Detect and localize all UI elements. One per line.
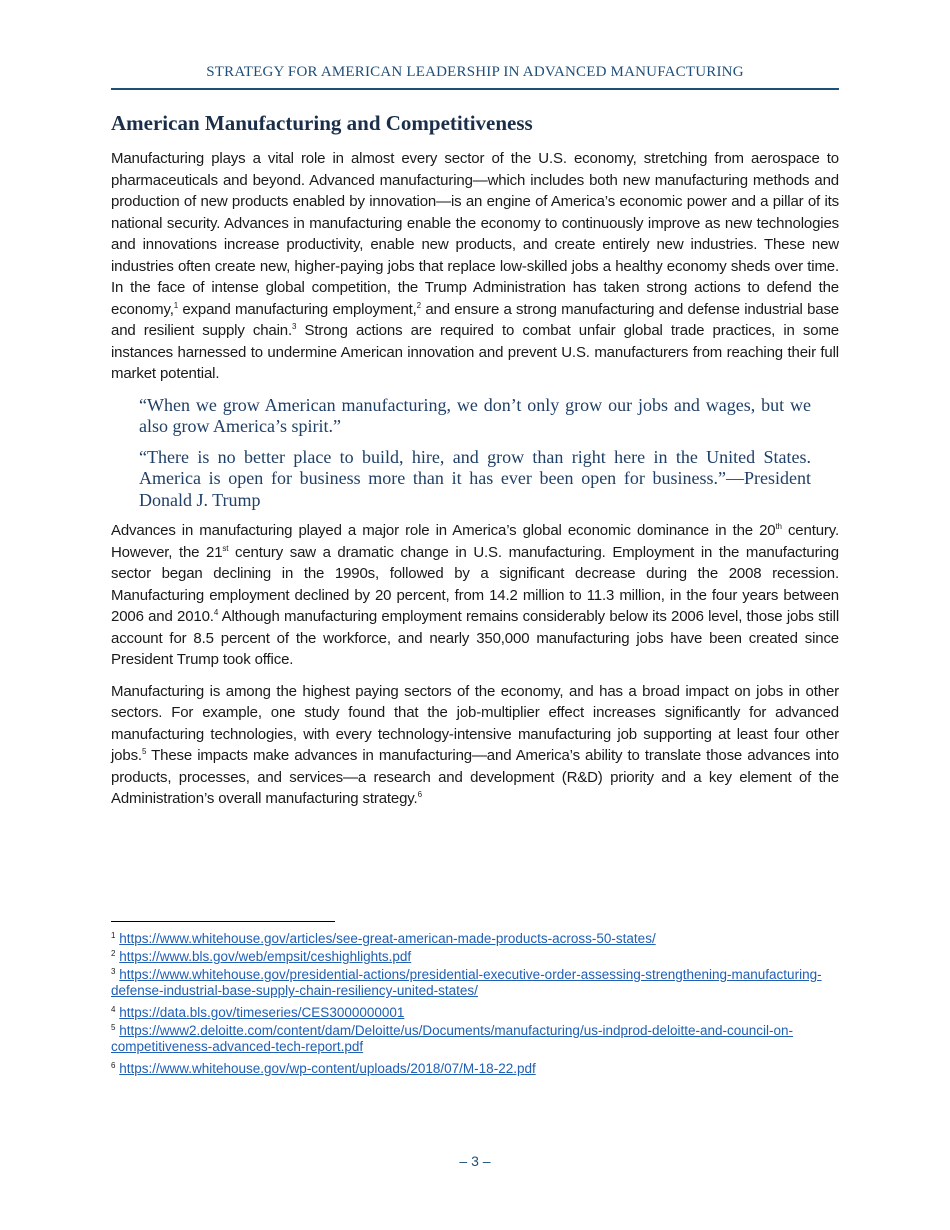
paragraph-history [111,520,839,671]
header-rule [111,88,839,90]
footnote-link[interactable]: https://www2.deloitte.com/content/dam/Deloitte/us/Documents/manufacturing/us-indprod-deloitte-and-council-on-competitiveness-advanced-tech-report.pdf [111,1023,794,1054]
paragraph-text: Strong actions are required to combat unfair global trade practices, in some instances harnessed to undermine American innovation and prevent U.S. manufacturers from reaching their full market potential. [111,322,839,382]
paragraph-text: century. However, the 21 [111,522,839,561]
footnote-number: 2 [111,949,116,958]
quote-block [139,395,811,512]
footnote-link[interactable]: https://www.whitehouse.gov/articles/see-great-american-made-products-across-50-states/ [119,931,656,946]
paragraph-text: These impacts make advances in manufacturing—and America’s ability to translate those advances into products, processes, and services—a research and development (R&D) priority and a key element of the Administration’s overall manufacturing strategy. [111,747,839,807]
section-heading: American Manufacturing and Competitiveness [111,111,533,135]
footnote-link[interactable]: https://www.whitehouse.gov/presidential-actions/presidential-executive-order-assessing-strengthening-manufacturing-defense-industrial-base-supply-chain-resiliency-united-states/ [111,967,822,998]
quote-1: “When we grow American manufacturing, we don’t only grow our jobs and wages, but we also grow America’s spirit.” [139,394,811,436]
paragraph-text: and ensure a strong manufacturing and defense industrial base and resilient supply chain. [111,300,839,339]
footnote-number: 4 [111,1005,116,1014]
footnote-ref-4[interactable]: 4 [213,608,219,617]
running-header: STRATEGY FOR AMERICAN LEADERSHIP IN ADVANCED MANUFACTURING [206,64,744,80]
footnote-separator [111,921,335,922]
paragraph-text: expand manufacturing employment, [178,300,417,318]
footnote-item [111,1005,839,1021]
footnote-ref-3[interactable]: 3 [292,322,297,331]
footnote-item [111,949,839,965]
page-number: – 3 – [459,1153,491,1169]
paragraph-text: Although manufacturing employment remains considerably below its 2006 level, those jobs still account for 8.5 percent of the workforce, and nearly 350,000 manufacturing jobs have been created since President Trump took office. [111,608,840,668]
ordinal-suffix: th [775,522,782,531]
footnote-link[interactable]: https://data.bls.gov/timeseries/CES3000000001 [119,1005,405,1020]
paragraph-text: Advances in manufacturing played a major role in America’s global economic dominance in the 20 [111,522,776,539]
footnote-ref-2[interactable]: 2 [416,300,421,310]
footnotes-list [111,931,839,1079]
footnote-ref-1[interactable]: 1 [173,300,179,310]
main-content [111,108,839,820]
quote-2: “There is no better place to build, hire, and grow than right here in the United States. America is open for business more than it has ever been open for business.”—President Donald J. Trump [139,446,811,510]
footnote-item [111,1061,839,1077]
footnote-link[interactable]: https://www.bls.gov/web/empsit/ceshighlights.pdf [119,949,412,964]
footnote-item [111,967,839,999]
footnote-ref-5[interactable]: 5 [141,747,147,756]
footnote-number: 5 [111,1023,116,1032]
paragraph-intro [111,148,839,385]
paragraph-text: Manufacturing plays a vital role in almost every sector of the U.S. economy, stretching from aerospace to pharmaceuticals and beyond. Advanced manufacturing—which includes both new manufacturing methods and production of new products enabled by innovation—is an engine of America’s economic power and a pillar of its national security. Advances in manufacturing enable the economy to continuously improve as new technologies and innovations increase productivity, enable new products, and create entirely new industries. These new industries often create new, higher-paying jobs that replace low-skilled jobs a healthy economy sheds over time. In the face of intense global competition, the Trump Administration has taken strong actions to defend the economy, [111,150,839,318]
footnote-number: 3 [111,967,116,976]
footnote-number: 1 [111,931,116,940]
footnote-link[interactable]: https://www.whitehouse.gov/wp-content/uploads/2018/07/M-18-22.pdf [119,1061,536,1076]
footnote-ref-6[interactable]: 6 [417,790,422,799]
footnote-item [111,1023,839,1055]
paragraph-jobs [111,681,839,810]
footnote-number: 6 [111,1061,116,1070]
paragraph-text: century saw a dramatic change in U.S. manufacturing. Employment in the manufacturing sector began declining in the 1990s, followed by a significant decrease during the 2008 recession. Manufacturing employment declined by 20 percent, from 14.2 million to 11.3 million, in the four years between 2006 and 2010. [111,543,839,625]
ordinal-suffix: st [222,543,229,553]
paragraph-text: Manufacturing is among the highest paying sectors of the economy, and has a broad impact on jobs in other sectors. For example, one study found that the job-multiplier effect increases significantly for advanced manufacturing technologies, with every technology-intensive manufacturing job supporting at least four other jobs. [111,682,839,764]
footnote-item [111,931,839,947]
